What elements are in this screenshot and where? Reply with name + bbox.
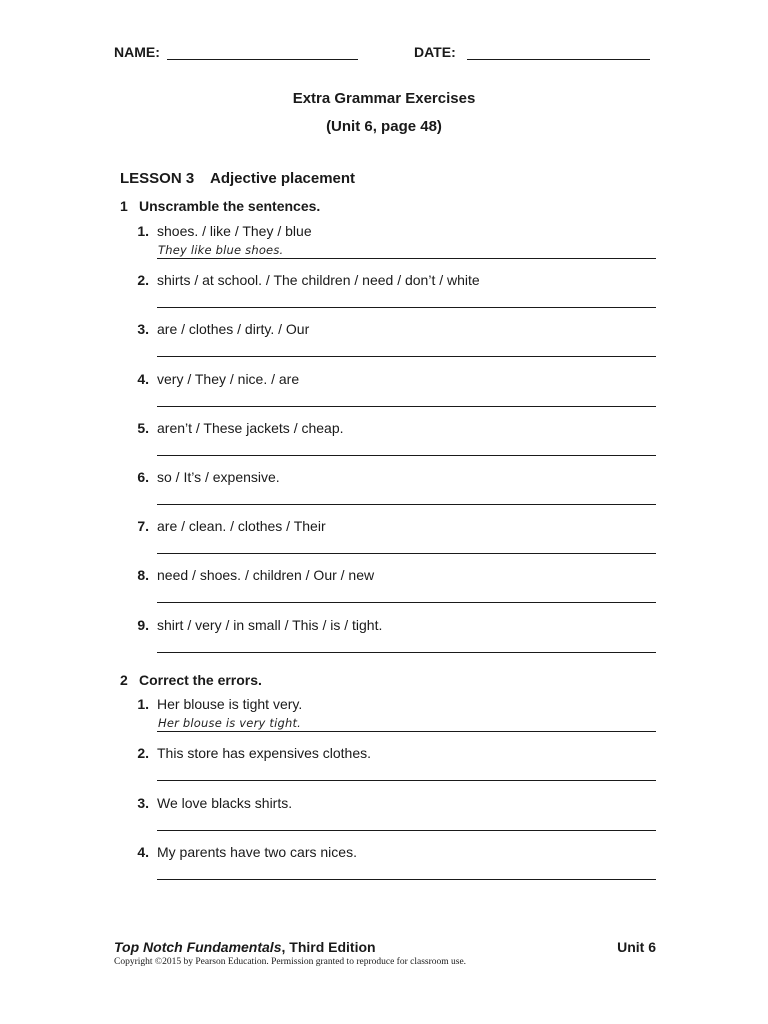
answer-line[interactable] xyxy=(157,652,656,653)
item-number: 2. xyxy=(137,745,149,762)
item-number: 3. xyxy=(137,321,149,338)
exercise1-number: 1 xyxy=(120,198,128,214)
lesson-name: Adjective placement xyxy=(210,170,356,187)
name-label: NAME: xyxy=(114,44,160,60)
name-field-line[interactable] xyxy=(167,59,358,60)
lesson-number: LESSON 3 xyxy=(120,170,195,187)
item-number: 5. xyxy=(137,419,149,436)
answer-line[interactable] xyxy=(157,553,656,554)
answer-line[interactable] xyxy=(157,830,656,831)
item-prompt: My parents have two cars nices. xyxy=(157,843,357,860)
answer-line[interactable] xyxy=(157,406,656,407)
answer-line[interactable] xyxy=(157,780,656,781)
item-prompt: aren’t / These jackets / cheap. xyxy=(157,419,344,436)
footer-book-title xyxy=(114,939,376,955)
item-prompt: shirts / at school. / The children / need / don’t / white xyxy=(157,272,480,289)
book-edition: , Third Edition xyxy=(281,939,376,955)
item-number: 8. xyxy=(137,567,149,584)
answer-line[interactable] xyxy=(157,731,656,732)
item-number: 1. xyxy=(137,696,149,712)
item-number: 9. xyxy=(137,616,149,633)
exercise2-number: 2 xyxy=(120,672,128,688)
exercise2-instruction: Correct the errors. xyxy=(139,672,262,688)
item-number: 4. xyxy=(137,370,149,387)
item-answer[interactable]: They like blue shoes. xyxy=(158,243,284,257)
item-prompt: shirt / very / in small / This / is / tight. xyxy=(157,616,383,633)
item-prompt: shoes. / like / They / blue xyxy=(157,223,312,239)
item-number: 6. xyxy=(137,469,149,485)
footer-unit: Unit 6 xyxy=(617,939,656,955)
item-prompt: are / clean. / clothes / Their xyxy=(157,518,326,535)
item-prompt: This store has expensives clothes. xyxy=(157,745,371,762)
item-number: 1. xyxy=(137,223,149,239)
item-number: 3. xyxy=(137,794,149,811)
answer-line[interactable] xyxy=(157,455,656,456)
exercise1-instruction: Unscramble the sentences. xyxy=(139,198,321,214)
item-prompt: Her blouse is tight very. xyxy=(157,696,303,712)
date-field-line[interactable] xyxy=(467,59,650,60)
item-prompt: We love blacks shirts. xyxy=(157,794,293,811)
answer-line[interactable] xyxy=(157,602,656,603)
answer-line[interactable] xyxy=(157,307,656,308)
item-prompt: so / It’s / expensive. xyxy=(157,469,280,485)
answer-line[interactable] xyxy=(157,258,656,259)
page-subtitle: (Unit 6, page 48) xyxy=(326,118,442,135)
item-prompt: very / They / nice. / are xyxy=(157,370,300,387)
item-prompt: are / clothes / dirty. / Our xyxy=(157,321,310,338)
date-label: DATE: xyxy=(414,44,456,60)
book-title: Top Notch Fundamentals xyxy=(114,939,282,955)
item-prompt: need / shoes. / children / Our / new xyxy=(157,567,375,584)
answer-line[interactable] xyxy=(157,504,656,505)
page-title: Extra Grammar Exercises xyxy=(292,90,476,107)
answer-line[interactable] xyxy=(157,356,656,357)
item-number: 7. xyxy=(137,518,149,535)
item-number: 2. xyxy=(137,272,149,289)
item-answer[interactable]: Her blouse is very tight. xyxy=(158,716,302,730)
item-number: 4. xyxy=(137,843,149,860)
copyright-notice: Copyright ©2015 by Pearson Education. Permission granted to reproduce for classroom use. xyxy=(114,957,467,967)
answer-line[interactable] xyxy=(157,879,656,880)
